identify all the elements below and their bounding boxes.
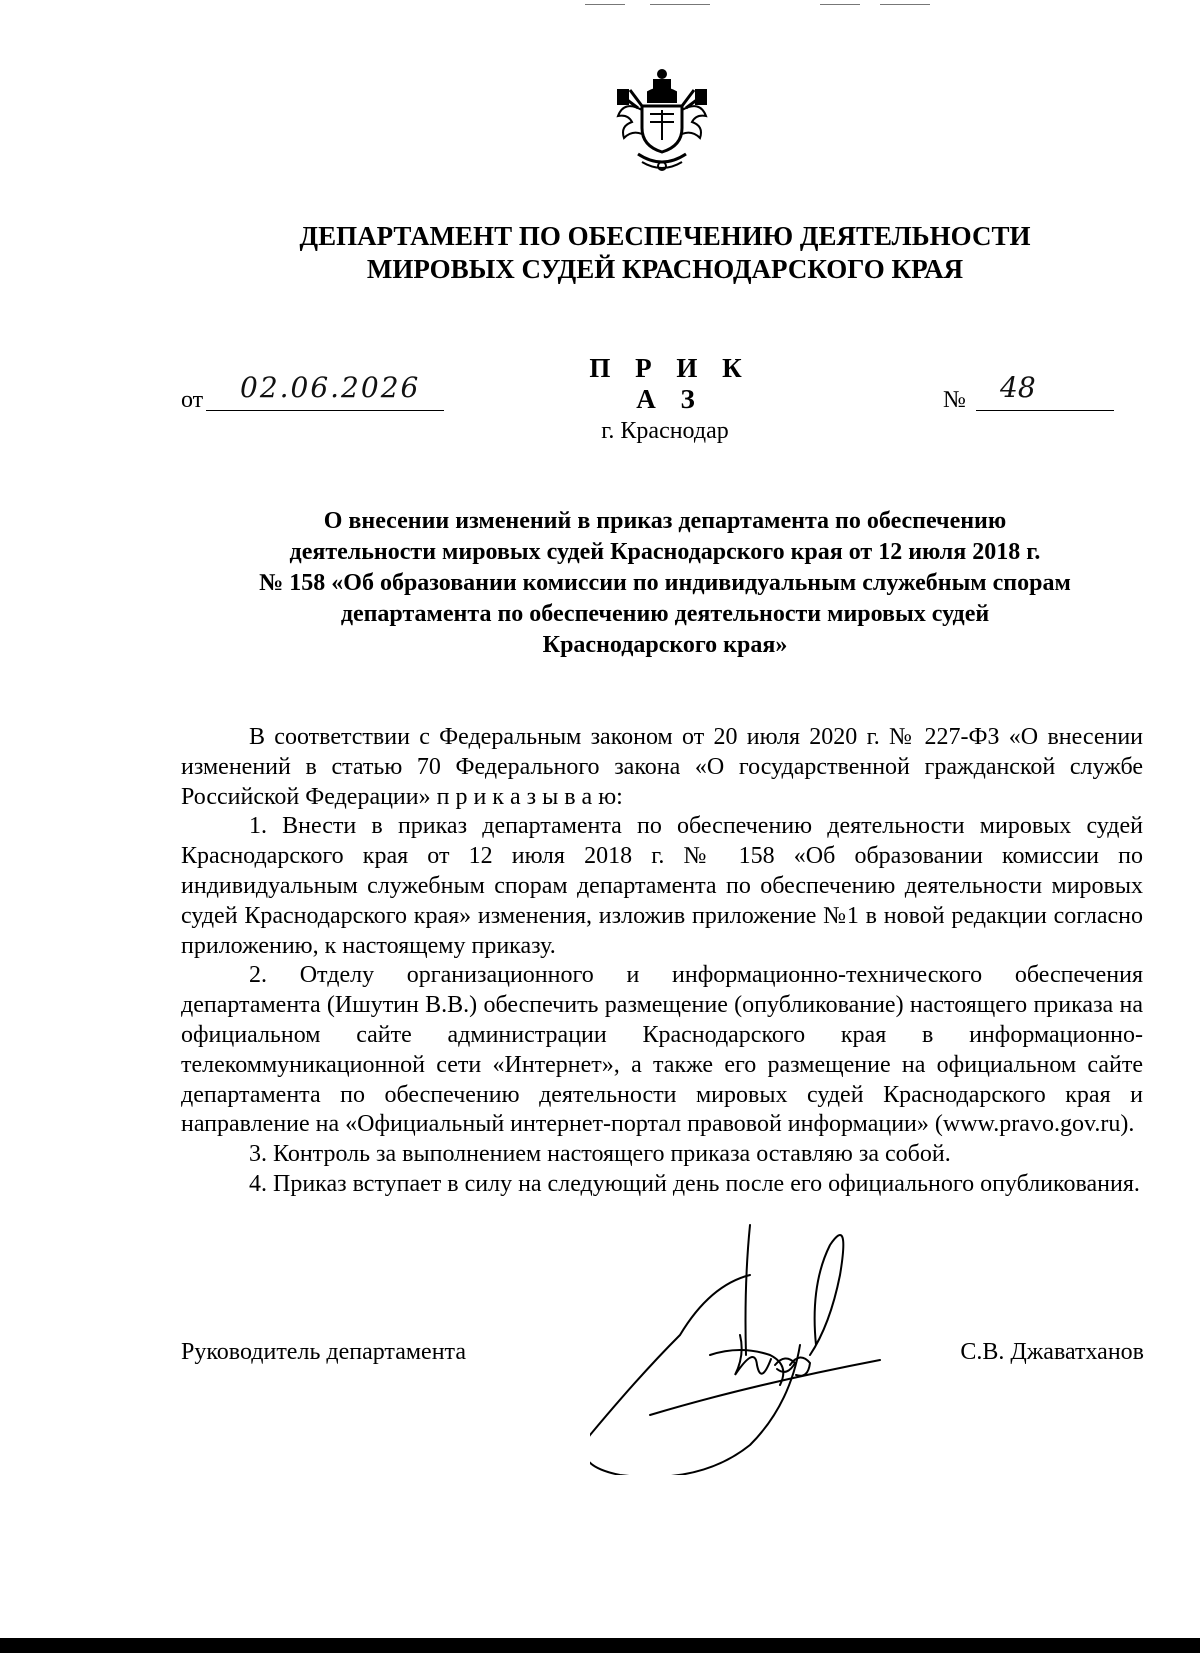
scan-artifact-line <box>880 4 930 5</box>
scan-artifact-line <box>820 4 860 5</box>
department-name-line-1: ДЕПАРТАМЕНТ ПО ОБЕСПЕЧЕНИЮ ДЕЯТЕЛЬНОСТИ <box>299 221 1031 251</box>
subject-line: № 158 «Об образовании комиссии по индивидуальным служебным спорам <box>259 570 1071 596</box>
number-underline <box>976 410 1114 411</box>
handwritten-number: 48 <box>1000 371 1036 404</box>
subject-line: департамента по обеспечению деятельности мировых судей <box>340 601 990 627</box>
scan-artifact-line <box>585 4 625 5</box>
signer-position: Руководитель департамента <box>181 1339 466 1365</box>
subject-line: Краснодарского края» <box>542 632 788 658</box>
subject-line: О внесении изменений в приказ департамента по обеспечению <box>323 508 1007 534</box>
scan-bottom-edge <box>0 1638 1200 1653</box>
handwritten-signature-icon <box>590 1215 930 1475</box>
order-item-3: 3. Контроль за выполнением настоящего приказа оставляю за собой. <box>249 1141 951 1168</box>
handwritten-date: 02.06.2026 <box>240 371 421 404</box>
subject-line: деятельности мировых судей Краснодарского края от 12 июля 2018 г. <box>289 539 1041 565</box>
order-body <box>181 723 1143 1200</box>
preamble-paragraph: В соответствии с Федеральным законом от 20 июля 2020 г. № 227-ФЗ «О внесении изменений в статью 70 Федерального закона «О государственной гражданской службе Российской Федерации» п р и к а з ы в а ю: <box>181 724 1143 810</box>
order-item-2: 2. Отделу организационного и информационно-технического обеспечения департамента (Ишутин В.В.) обеспечить размещение (опубликование) настоящего приказа на официальном сайте администрации Краснодарского края в информационно-телекоммуникационной сети «Интернет», а также его размещение на официальном сайте департамента по обеспечению деятельности мировых судей Краснодарского края и направление на «Официальный интернет-портал правовой информации» (www.pravo.gov.ru). <box>181 962 1143 1138</box>
document-type-title: П Р И К А З <box>589 353 751 414</box>
scan-artifact-line <box>650 4 710 5</box>
department-name <box>0 220 1200 286</box>
city-label: г. Краснодар <box>601 418 729 444</box>
order-item-4: 4. Приказ вступает в силу на следующий день после его официального опубликования. <box>249 1170 1140 1197</box>
coat-of-arms-icon <box>612 66 712 176</box>
number-label: № <box>943 387 966 413</box>
department-name-line-2: МИРОВЫХ СУДЕЙ КРАСНОДАРСКОГО КРАЯ <box>366 254 964 284</box>
order-item-1: 1. Внести в приказ департамента по обеспечению деятельности мировых судей Краснодарского края от 12 июля 2018 г. № 158 «Об образовании комиссии по индивидуальным служебным спорам департамента по обеспечению деятельности мировых судей Краснодарского края» изменения, изложив приложение №1 в новой редакции согласно приложению, к настоящему приказу. <box>181 813 1143 959</box>
signer-name: С.В. Джаватханов <box>960 1339 1144 1365</box>
date-label: от <box>181 387 204 413</box>
order-subject <box>170 506 1160 661</box>
date-underline <box>206 410 444 411</box>
